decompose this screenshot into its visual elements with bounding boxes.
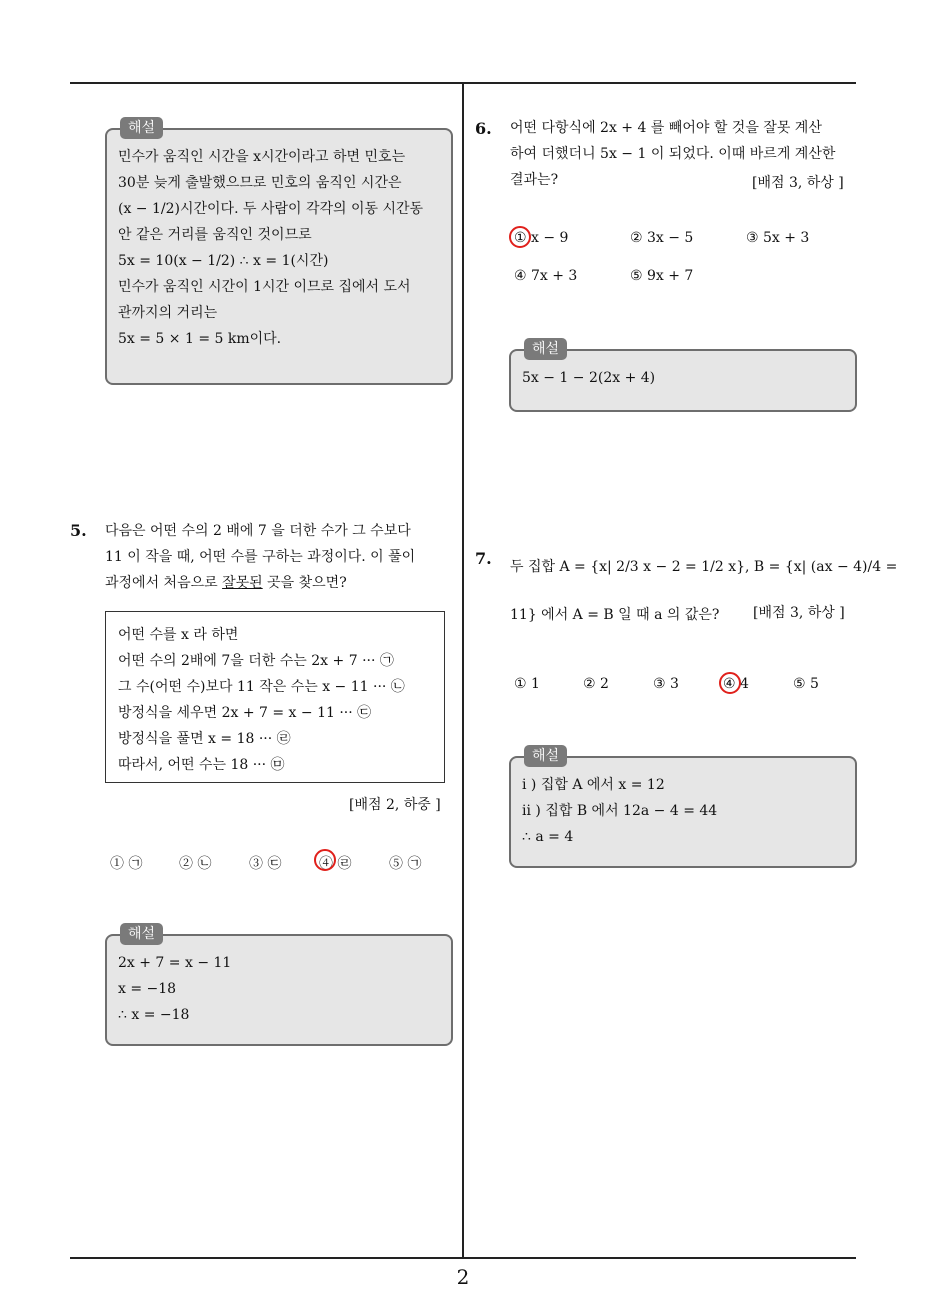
q7-solution-line: ∴ a = 4 [522, 829, 574, 845]
process-line: 어떤 수의 2배에 7을 더한 수는 2x + 7 ··· ㉠ [118, 653, 394, 669]
process-line: 어떤 수를 x 라 하면 [118, 627, 239, 643]
q7-number: 7. [475, 549, 492, 568]
q5-question-line: 다음은 어떤 수의 2 배에 7 을 더한 수가 그 수보다 [105, 523, 411, 539]
q5-choice-2[interactable]: ② ㉡ [179, 856, 212, 872]
q7-choice-1[interactable]: ① 1 [514, 676, 540, 692]
answer-mark-circle [719, 672, 741, 694]
q4-solution-line: 민수가 움직인 시간을 x시간이라고 하면 민호는 [118, 149, 406, 165]
q7-question-line: 두 집합 A = {x| 2/3 x − 2 = 1/2 x}, B = {x| (ax − 4)/4 = [510, 559, 898, 575]
process-line: 방정식을 세우면 2x + 7 = x − 11 ··· ㉢ [118, 705, 372, 721]
q7-score: [배점 3, 하상 ] [753, 605, 845, 621]
q4-solution-line: 5x = 5 × 1 = 5 km이다. [118, 331, 282, 347]
solution-tag: 해설 [524, 338, 567, 360]
q6-solution-line: 5x − 1 − 2(2x + 4) [522, 370, 656, 386]
process-line: 그 수(어떤 수)보다 11 작은 수는 x − 11 ··· ㉡ [118, 679, 405, 695]
q6-solution-text [522, 365, 847, 391]
bottom-rule [70, 1257, 856, 1259]
q4-solution-line: 안 같은 거리를 움직인 것이므로 [118, 227, 312, 243]
q4-solution-box [105, 120, 453, 385]
q5-score: [배점 2, 하중 ] [349, 797, 441, 813]
q7-choice-4[interactable]: ④ 4 [723, 676, 749, 692]
q6-choice-2[interactable]: ② 3x − 5 [630, 230, 694, 246]
q5-solution-box [105, 926, 453, 1046]
q7-solution-box [509, 748, 857, 868]
q6-choice-1[interactable]: ① x − 9 [514, 230, 569, 246]
q5-solution-line: x = −18 [118, 981, 177, 997]
q6-choice-3[interactable]: ③ 5x + 3 [746, 230, 810, 246]
q4-solution-line: 5x = 10(x − 1/2) ∴ x = 1(시간) [118, 253, 329, 269]
q7-solution-text [522, 772, 847, 850]
q6-question-line: 결과는? [510, 172, 559, 188]
q5-solution-line: ∴ x = −18 [118, 1007, 190, 1023]
q6-number: 6. [475, 119, 492, 138]
q7-choice-2[interactable]: ② 2 [583, 676, 609, 692]
q7-question-line: 11} 에서 A = B 일 때 a 의 값은? [510, 607, 720, 623]
q5-solution-line: 2x + 7 = x − 11 [118, 955, 232, 971]
answer-mark-circle [314, 849, 336, 871]
q6-question-line: 하여 더했더니 5x − 1 이 되었다. 이때 바르게 계산한 [510, 146, 836, 162]
q5-question [105, 518, 415, 596]
q5-process-box [105, 611, 445, 783]
q4-solution-line: 관까지의 거리는 [118, 305, 218, 321]
q5-choice-4[interactable]: ④ ㉣ [319, 856, 352, 872]
q4-solution-text [118, 144, 443, 352]
q7-choice-5[interactable]: ⑤ 5 [793, 676, 819, 692]
page-number: 2 [456, 1265, 470, 1289]
q5-question-line: 11 이 작을 때, 어떤 수를 구하는 과정이다. 이 풀이 [105, 549, 416, 565]
q4-solution-line: (x − 1/2)시간이다. 두 사람이 각각의 이동 시간동 [118, 201, 424, 217]
q5-solution-text [118, 950, 443, 1028]
q6-solution-box [509, 341, 857, 412]
q6-question-line: 어떤 다항식에 2x + 4 를 빼어야 할 것을 잘못 계산 [510, 120, 822, 136]
underlined-word: 잘못된 [222, 575, 263, 591]
q6-choice-4[interactable]: ④ 7x + 3 [514, 268, 578, 284]
q4-solution-line: 30분 늦게 출발했으므로 민호의 움직인 시간은 [118, 175, 402, 191]
q5-number: 5. [70, 521, 87, 540]
q5-question-line: 과정에서 처음으로 잘못된 곳을 찾으면? [105, 575, 347, 591]
q6-score: [배점 3, 하상 ] [752, 175, 844, 191]
q6-choice-5[interactable]: ⑤ 9x + 7 [630, 268, 694, 284]
solution-tag: 해설 [524, 745, 567, 767]
process-line: 따라서, 어떤 수는 18 ··· ㉤ [118, 757, 285, 773]
q5-choice-3[interactable]: ③ ㉢ [249, 856, 282, 872]
process-line: 방정식을 풀면 x = 18 ··· ㉣ [118, 731, 291, 747]
q4-solution-line: 민수가 움직인 시간이 1시간 이므로 집에서 도서 [118, 279, 411, 295]
q7-solution-line: ii ) 집합 B 에서 12a − 4 = 44 [522, 803, 718, 819]
solution-tag: 해설 [120, 923, 163, 945]
q7-solution-line: i ) 집합 A 에서 x = 12 [522, 777, 665, 793]
q5-choice-5[interactable]: ⑤ ㉠ [389, 856, 422, 872]
answer-mark-circle [509, 226, 531, 248]
column-divider [462, 82, 464, 1258]
q7-choice-3[interactable]: ③ 3 [653, 676, 679, 692]
solution-tag: 해설 [120, 117, 163, 139]
q5-choice-1[interactable]: ① ㉠ [110, 856, 143, 872]
